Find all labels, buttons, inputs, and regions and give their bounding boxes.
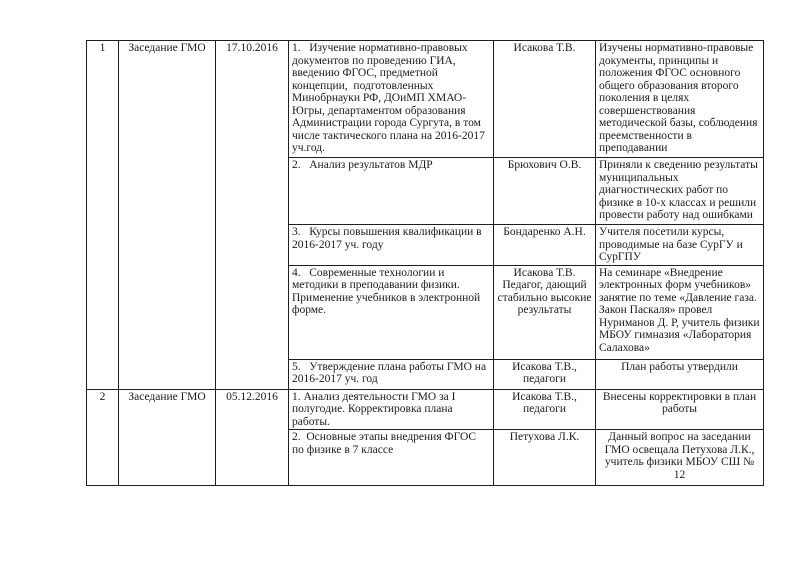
result-cell: На семинаре «Внедрение электронных форм учебников» занятие по теме «Давление газа. Закон Паскаля» провел Нуриманов Д. Р, учитель физики МБОУ гимназия «Лаборатория Салахова» <box>596 265 764 359</box>
result-cell: План работы утвердили <box>596 359 764 389</box>
topic-cell: 2. Анализ результатов МДР <box>289 158 494 225</box>
result-cell: Учителя посетили курсы, проводимые на базе СурГУ и СурГПУ <box>596 225 764 266</box>
topic-cell: 1. Анализ деятельности ГМО за I полугодие. Корректировка плана работы. <box>289 389 494 430</box>
topic-cell: 1. Изучение нормативно-правовых документов по проведению ГИА, введению ФГОС, предметной концепции, подготовленных Минобрнауки РФ, ДОиМП ХМАО-Югры, департаментом образования Администрации города Сургута, в том числе тактического плана на 2016-2017 уч.год. <box>289 41 494 158</box>
speaker-cell: Бондаренко А.Н. <box>494 225 596 266</box>
speaker-cell: Исакова Т.В., педагоги <box>494 389 596 430</box>
topic-cell: 4. Современные технологии и методики в преподавании физики. Применение учебников в электронной форме. <box>289 265 494 359</box>
speaker-cell: Брюхович О.В. <box>494 158 596 225</box>
row-number-cell: 2 <box>87 389 119 486</box>
speaker-cell: Исакова Т.В. <box>494 41 596 158</box>
meeting-name-cell: Заседание ГМО <box>119 41 216 390</box>
topic-cell: 2. Основные этапы внедрения ФГОС по физике в 7 классе <box>289 430 494 486</box>
topic-cell: 5. Утверждение плана работы ГМО на 2016-2017 уч. год <box>289 359 494 389</box>
meeting-date-cell: 17.10.2016 <box>216 41 289 390</box>
result-cell: Приняли к сведению результаты муниципальных диагностических работ по физике в 10-х классах и решили провести работу над ошибками <box>596 158 764 225</box>
meeting-date-cell: 05.12.2016 <box>216 389 289 486</box>
speaker-cell: Исакова Т.В., педагоги <box>494 359 596 389</box>
speaker-cell: Исакова Т.В. Педагог, дающий стабильно высокие результаты <box>494 265 596 359</box>
result-cell: Внесены корректировки в план работы <box>596 389 764 430</box>
result-cell: Данный вопрос на заседании ГМО освещала Петухова Л.К., учитель физики МБОУ СШ № 12 <box>596 430 764 486</box>
row-number-cell: 1 <box>87 41 119 390</box>
meeting-name-cell: Заседание ГМО <box>119 389 216 486</box>
meetings-table <box>86 40 764 486</box>
result-cell: Изучены нормативно-правовые документы, принципы и положения ФГОС основного общего образования второго поколения в целях совершенствования методической базы, соблюдения преемственности в преподавании <box>596 41 764 158</box>
table-row <box>87 41 764 158</box>
topic-cell: 3. Курсы повышения квалификации в 2016-2017 уч. году <box>289 225 494 266</box>
table-row <box>87 389 764 430</box>
speaker-cell: Петухова Л.К. <box>494 430 596 486</box>
